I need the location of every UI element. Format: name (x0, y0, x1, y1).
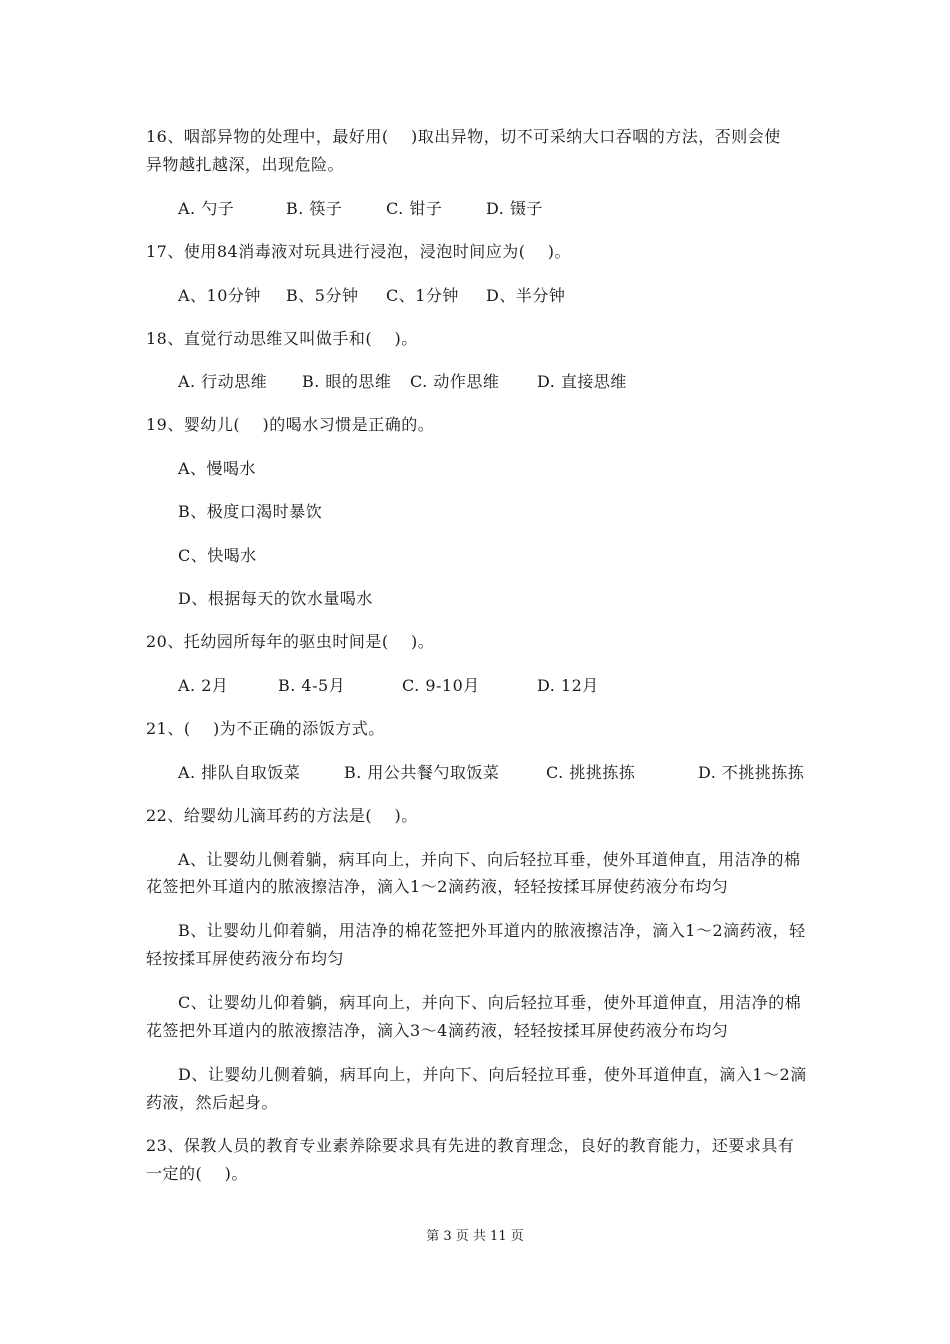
question-16-option-d: D. 镊子 (486, 199, 543, 218)
question-19-option-c: C、快喝水 (178, 546, 257, 565)
question-22-option-b-line-2: 轻按揉耳屏使药液分布均匀 (146, 949, 345, 968)
question-22-line-1: 22、给婴幼儿滴耳药的方法是( )。 (146, 806, 418, 825)
question-19-line-1: 19、婴幼儿( )的喝水习惯是正确的。 (146, 415, 435, 434)
question-19-option-d: D、根据每天的饮水量喝水 (178, 589, 373, 608)
question-22-option-c-line-2: 花签把外耳道内的脓液擦洁净，滴入3～4滴药液，轻轻按揉耳屏使药液分布均匀 (146, 1021, 729, 1040)
question-16-line-1: 16、咽部异物的处理中，最好用( )取出异物，切不可采纳大口吞咽的方法，否则会使 (146, 127, 781, 146)
question-21-option-a: A. 排队自取饭菜 (178, 763, 301, 782)
question-18-line-1: 18、直觉行动思维又叫做手和( )。 (146, 329, 418, 348)
question-17-option-b: B、5分钟 (286, 286, 359, 305)
question-21-line-1: 21、( )为不正确的添饭方式。 (146, 719, 385, 738)
question-22-option-d-line-1: D、让婴幼儿侧着躺，病耳向上，并向下、向后轻拉耳垂，使外耳道伸直，滴入1～2滴 (178, 1065, 807, 1084)
question-18-option-c: C. 动作思维 (410, 372, 500, 391)
question-17-option-d: D、半分钟 (486, 286, 566, 305)
question-20-option-c: C. 9-10月 (402, 676, 480, 695)
question-22-option-d-line-2: 药液，然后起身。 (146, 1093, 279, 1112)
question-22-option-c-line-1: C、让婴幼儿仰着躺，病耳向上，并向下、向后轻拉耳垂，使外耳道伸直，用洁净的棉 (178, 993, 802, 1012)
question-17-option-a: A、10分钟 (178, 286, 261, 305)
question-20-line-1: 20、托幼园所每年的驱虫时间是( )。 (146, 632, 435, 651)
question-21-option-d: D. 不挑挑拣拣 (698, 763, 805, 782)
question-18-option-b: B. 眼的思维 (302, 372, 392, 391)
question-18-option-a: A. 行动思维 (178, 372, 268, 391)
question-19-option-a: A、慢喝水 (178, 459, 257, 478)
question-22-option-a-line-2: 花签把外耳道内的脓液擦洁净，滴入1～2滴药液，轻轻按揉耳屏使药液分布均匀 (146, 877, 729, 896)
question-23-line-1: 23、保教人员的教育专业素养除要求具有先进的教育理念，良好的教育能力，还要求具有 (146, 1136, 795, 1155)
question-20-option-d: D. 12月 (537, 676, 599, 695)
question-17-line-1: 17、使用84消毒液对玩具进行浸泡，浸泡时间应为( )。 (146, 242, 572, 261)
question-16-option-a: A. 勺子 (178, 199, 235, 218)
question-21-option-b: B. 用公共餐勺取饭菜 (344, 763, 500, 782)
question-22-option-b-line-1: B、让婴幼儿仰着躺，用洁净的棉花签把外耳道内的脓液擦洁净，滴入1～2滴药液，轻 (178, 921, 806, 940)
question-22-option-a-line-1: A、让婴幼儿侧着躺，病耳向上，并向下、向后轻拉耳垂，使外耳道伸直，用洁净的棉 (178, 850, 801, 869)
question-21-option-c: C. 挑挑拣拣 (546, 763, 636, 782)
question-16-option-c: C. 钳子 (386, 199, 443, 218)
question-19-option-b: B、极度口渴时暴饮 (178, 502, 323, 521)
question-18-option-d: D. 直接思维 (537, 372, 627, 391)
question-20-option-a: A. 2月 (178, 676, 229, 695)
question-20-option-b: B. 4-5月 (278, 676, 346, 695)
question-17-option-c: C、1分钟 (386, 286, 459, 305)
question-16-option-b: B. 筷子 (286, 199, 343, 218)
question-23-line-2: 一定的( )。 (146, 1164, 248, 1183)
question-16-line-2: 异物越扎越深，出现危险。 (146, 155, 345, 174)
page-footer: 第 3 页 共 11 页 (426, 1229, 524, 1244)
